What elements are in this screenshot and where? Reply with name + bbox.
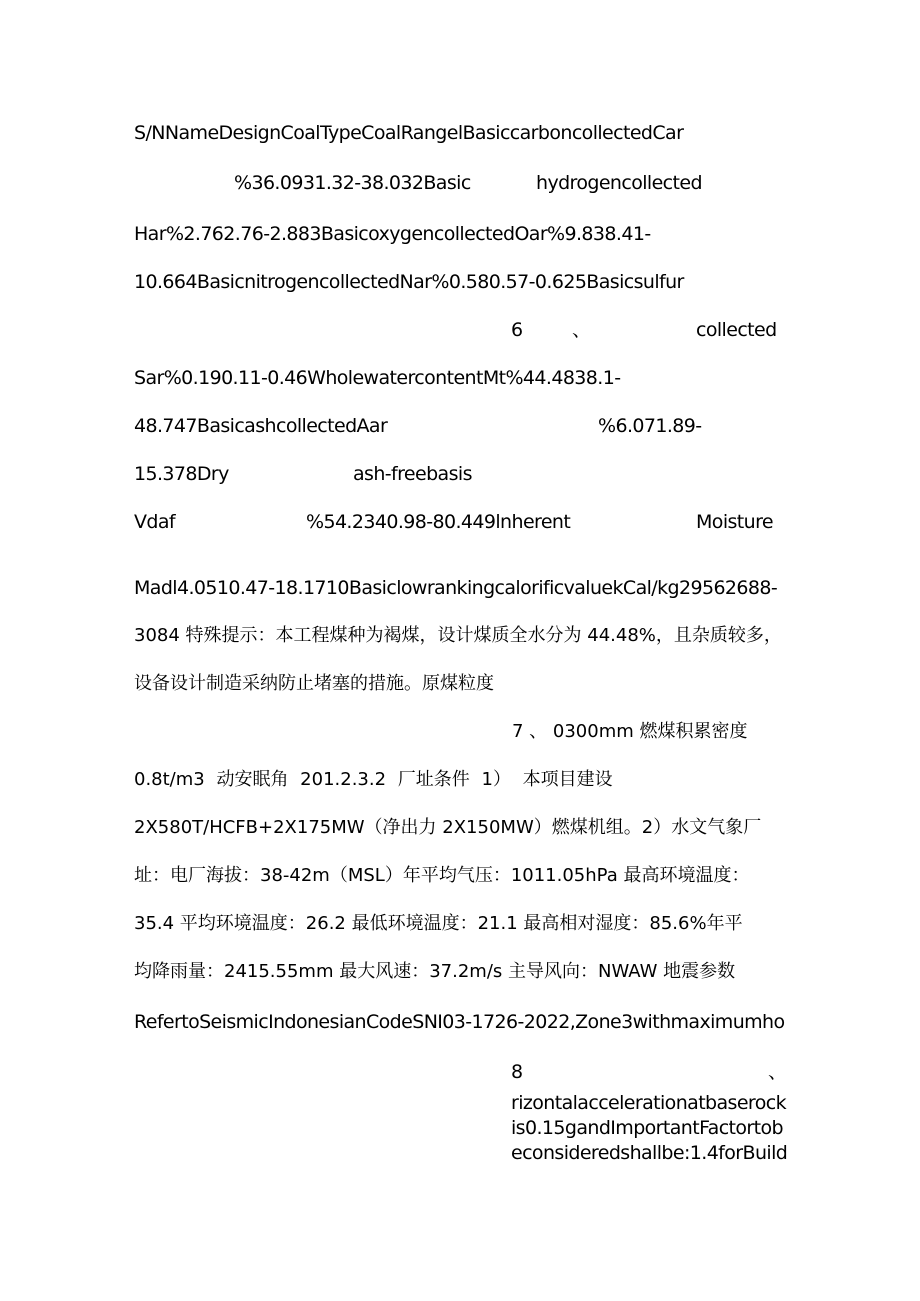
text-line: 48.747BasicashcollectedAar (134, 415, 388, 437)
list-number: 8 (511, 1061, 523, 1083)
text-line: 0.8t/m3 动安眠角 201.2.3.2 厂址条件 1） 本项目建设 (134, 769, 613, 790)
list-number: 6 (511, 319, 523, 341)
text-line: econsideredshallbe:1.4forBuild (511, 1142, 788, 1164)
text-line: is0.15gandImportantFactortob (511, 1117, 783, 1139)
text-line: 15.378Dry (134, 463, 229, 485)
text-line: 址：电厂海拔：38-42m（MSL）年平均气压：1011.05hPa 最高环境温度： (134, 865, 750, 886)
text-line: rizontalaccelerationatbaserock (511, 1092, 786, 1114)
text-line: 3084 特殊提示：本工程煤种为褐煤，设计煤质全水分为 44.48%，且杂质较多， (134, 625, 782, 646)
text-line: Vdaf (134, 511, 175, 533)
text-line: Moisture (696, 511, 773, 533)
text-line: %6.071.89- (598, 415, 702, 437)
list-separator: 、 (572, 319, 592, 341)
text-line: RefertoSeismicIndonesianCodeSNI03-1726-2022,Zone3withmaximumho (134, 1011, 785, 1033)
text-line: 10.664BasicnitrogencollectedNar%0.580.57-0.625Basicsulfur (134, 271, 684, 293)
text-line: 7 、 0300mm 燃煤积累密度 (512, 721, 748, 742)
text-line: %54.2340.98-80.449lnherent (306, 511, 571, 533)
text-line: collected (696, 319, 777, 341)
text-line: 均降雨量：2415.55mm 最大风速：37.2m/s 主导风向：NWAW 地震参数 (134, 961, 736, 982)
text-line: 35.4 平均环境温度：26.2 最低环境温度：21.1 最高相对湿度：85.6%年平 (134, 913, 743, 934)
list-separator: 、 (768, 1061, 788, 1083)
text-line: %36.0931.32-38.032Basic (234, 172, 471, 194)
text-line: Madl4.0510.47-18.1710BasiclowrankingcalorificvaluekCal/kg29562688- (134, 577, 778, 599)
text-line: Sar%0.190.11-0.46WholewatercontentMt%44.4838.1- (134, 367, 621, 389)
text-line: 2X580T/HCFB+2X175MW（净出力 2X150MW）燃煤机组。2）水文气象厂 (134, 817, 762, 838)
text-line: hydrogencollected (536, 172, 702, 194)
text-line: ash-freebasis (353, 463, 472, 485)
text-line: Har%2.762.76-2.883BasicoxygencollectedOar%9.838.41- (134, 223, 651, 245)
text-line: 设备设计制造采纳防止堵塞的措施。原煤粒度 (134, 673, 494, 694)
text-line: S/NNameDesignCoalTypeCoalRangelBasiccarboncollectedCar (134, 122, 684, 144)
